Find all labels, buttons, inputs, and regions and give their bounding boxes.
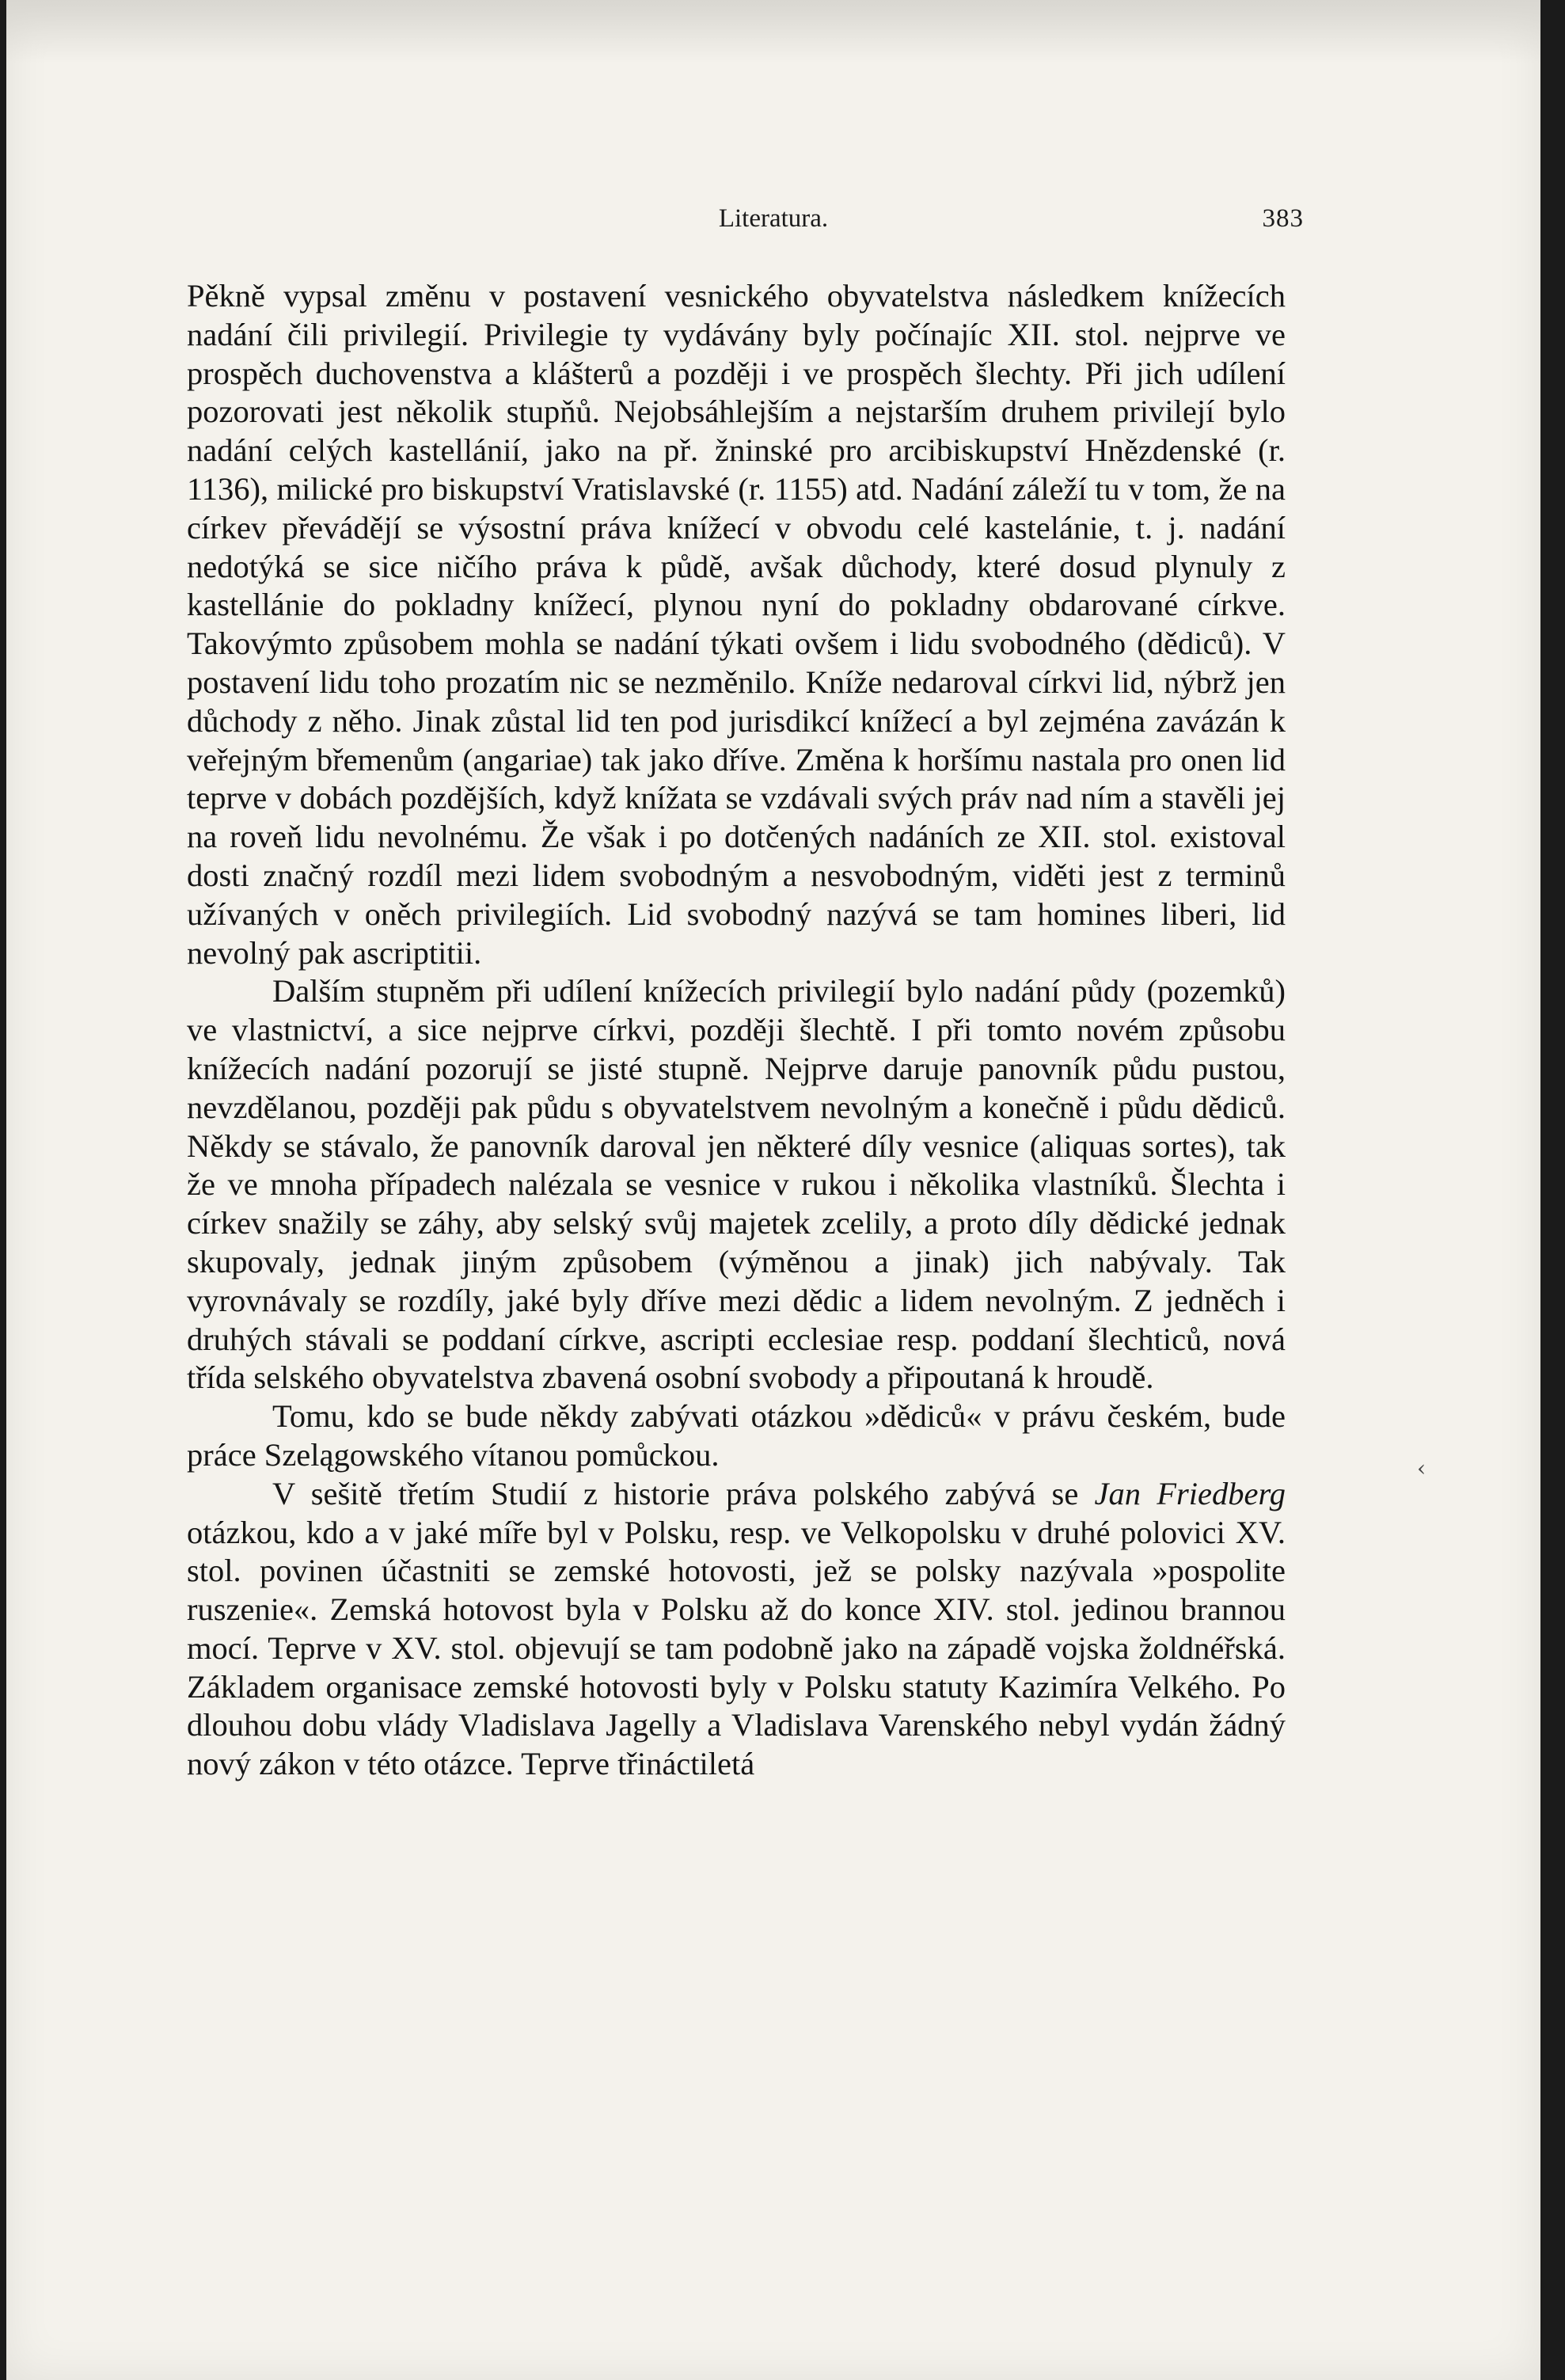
paragraph-2: Dalším stupněm při udílení knížecích privilegií bylo nadání půdy (pozemků) ve vlastnictví, a sice nejprve církvi, později šlechtě. I při tomto novém způsobu knížecích nadání pozorují se jisté stupně. Nejprve daruje panovník půdu pustou, nevzdělanou, později pak půdu s obyvatelstvem nevolným a konečně i půdu dědiců. Někdy se stávalo, že panovník daroval jen některé díly vesnice (aliquas sortes), tak že ve mnoha případech nalézala se vesnice v rukou i několika vlastníků. Šlechta i církev snažily se záhy, aby selský svůj majetek zcelily, a proto díly dědické jednak skupovaly, jednak jiným způsobem (výměnou a jinak) jich nabývaly. Tak vyrovnávaly se rozdíly, jaké byly dříve mezi dědic a lidem nevolným. Z jedněch i druhých stávali se poddaní církve, ascripti ecclesiae resp. poddaní šlechticů, nová třída selského obyvatelstva zbavená osobní svobody a připoutaná k hroudě.	[187, 973, 1286, 1396]
book-page	[6, 0, 1540, 2380]
page-header	[6, 204, 1540, 252]
page-top-shading	[6, 0, 1540, 63]
paragraph-3: Tomu, kdo se bude někdy zabývati otázkou »dědiců« v právu českém, bude práce Szelągowského vítanou pomůckou.	[187, 1398, 1286, 1473]
paragraph-1: Pěkně vypsal změnu v postavení vesnického obyvatelstva následkem knížecích nadání čili privilegií. Privilegie ty vydávány byly počínajíc XII. stol. nejprve ve prospěch duchovenstva a klášterů a později i ve prospěch šlechty. Při jich udílení pozorovati jest několik stupňů. Nejobsáhlejším a nejstarším druhem privilejí bylo nadání celých kastellánií, jako na př. žninské pro arcibiskupství Hnězdenské (r. 1136), milické pro biskupství Vratislavské (r. 1155) atd. Nadání záleží tu v tom, že na církev převádějí se výsostní práva knížecí v obvodu celé kastelánie, t. j. nadání nedotýká se sice ničího práva k půdě, avšak důchody, které dosud plynuly z kastellánie do pokladny knížecí, plynou nyní do pokladny obdarované církve. Takovýmto způsobem mohla se nadání týkati ovšem i lidu svobodného (dědiců). V postavení lidu toho prozatím nic se nezměnilo. Kníže nedaroval církvi lid, nýbrž jen důchody z něho. Jinak zůstal lid ten pod jurisdikcí knížecí a byl zejména zavázán k veřejným břemenům (angariae) tak jako dříve. Změna k horšímu nastala pro onen lid teprve v dobách pozdějších, když knížata se vzdávali svých práv nad ním a stavěli jej na roveň lidu nevolnému. Že však i po dotčených nadáních ze XII. stol. existoval dosti značný rozdíl mezi lidem svobodným a nesvobodným, viděti jest z terminů užívaných v oněch privilegiích. Lid svobodný nazývá se tam homines liberi, lid nevolný pak ascriptitii.	[187, 278, 1286, 971]
running-header: Literatura.	[718, 204, 829, 233]
page-number: 383	[1262, 204, 1304, 233]
body-text	[187, 277, 1286, 1784]
author-name: Jan Friedberg	[1094, 1475, 1286, 1511]
paragraph-4	[187, 1475, 1286, 1784]
paragraph-4-rest: otázkou, kdo a v jaké míře byl v Polsku, resp. ve Velkopolsku v druhé polovici XV. stol. povinen účastniti se zemské hotovosti, jež se polsky nazývala »pospolite ruszenie«. Zemská hotovost byla v Polsku až do konce XIV. stol. jedinou brannou mocí. Teprve v XV. stol. objevují se tam podobně jako na západě vojska žoldnéřská. Základem organisace zemské hotovosti byly v Polsku statuty Kazimíra Velkého. Po dlouhou dobu vlády Vladislava Jagelly a Vladislava Varenského nebyl vydán žádný nový zákon v této otázce. Teprve třináctiletá	[187, 1514, 1286, 1782]
margin-speck-mark: ‹	[1417, 1455, 1426, 1481]
paragraph-4-start: V sešitě třetím Studií z historie práva polského zabývá se	[272, 1475, 1095, 1511]
